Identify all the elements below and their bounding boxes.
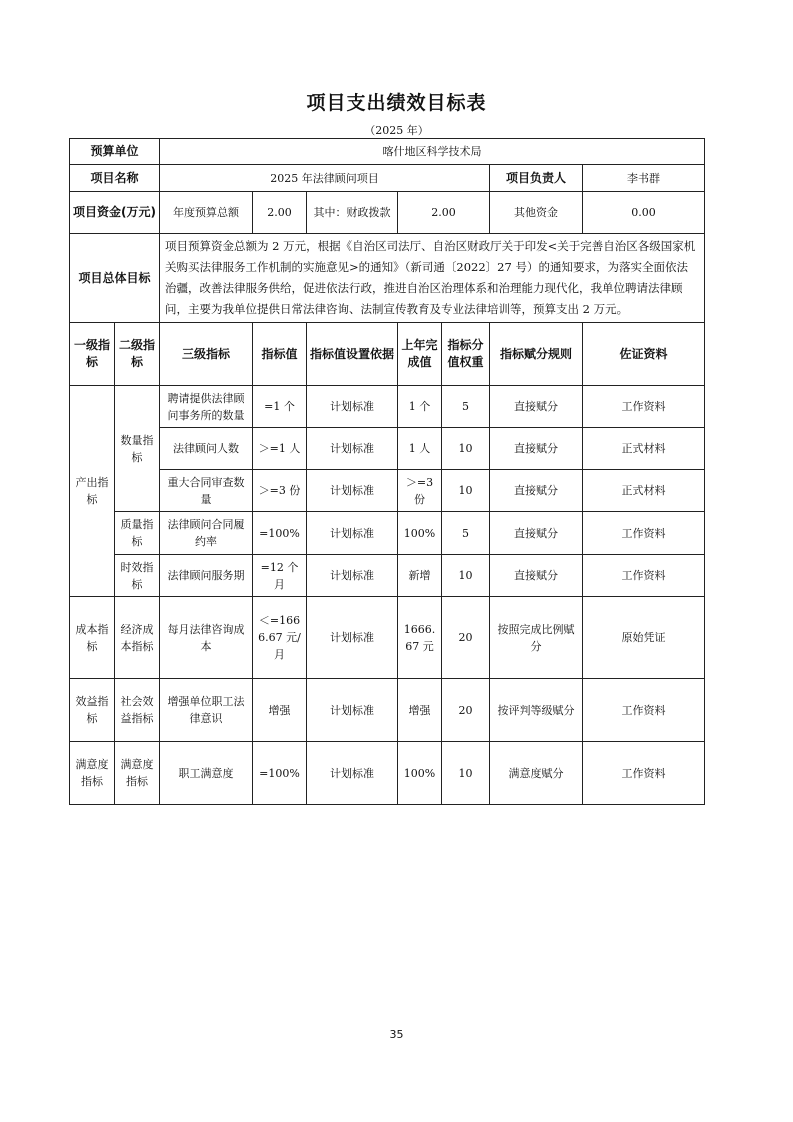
project-name-value: 2025 年法律顾问项目: [160, 165, 490, 192]
indicator-weight: 20: [442, 679, 490, 742]
indicator-value: =1 个: [253, 386, 307, 428]
indicator-evidence: 工作资料: [583, 679, 705, 742]
group-output: 产出指标: [70, 386, 115, 597]
group-benefit: 效益指标: [70, 679, 115, 742]
indicator-evidence: 正式材料: [583, 470, 705, 512]
other-funds-label: 其他资金: [490, 192, 583, 234]
budget-unit-value: 喀什地区科学技术局: [160, 139, 705, 165]
project-funds-label: 项目资金(万元): [70, 192, 160, 234]
col-value: 指标值: [253, 323, 307, 386]
indicator-last: 1666.67 元: [398, 597, 442, 679]
table-row: [70, 512, 705, 555]
table-row: [70, 742, 705, 805]
indicator-evidence: 工作资料: [583, 742, 705, 805]
indicator-rule: 直接赋分: [490, 428, 583, 470]
indicator-value: ＜=1666.67 元/月: [253, 597, 307, 679]
project-name-label: 项目名称: [70, 165, 160, 192]
indicator-weight: 10: [442, 555, 490, 597]
budget-unit-label: 预算单位: [70, 139, 160, 165]
indicator-value: =100%: [253, 512, 307, 555]
indicator-last: 1 个: [398, 386, 442, 428]
indicator-rule: 直接赋分: [490, 386, 583, 428]
indicator-name: 法律顾问合同履约率: [160, 512, 253, 555]
annual-budget-label: 年度预算总额: [160, 192, 253, 234]
overall-goal-label: 项目总体目标: [70, 234, 160, 323]
subgroup-social-benefit: 社会效益指标: [115, 679, 160, 742]
indicator-last: 增强: [398, 679, 442, 742]
group-satisfaction: 满意度指标: [70, 742, 115, 805]
indicator-basis: 计划标准: [307, 428, 398, 470]
indicator-evidence: 工作资料: [583, 512, 705, 555]
indicator-weight: 20: [442, 597, 490, 679]
col-level3: 三级指标: [160, 323, 253, 386]
indicator-name: 法律顾问人数: [160, 428, 253, 470]
table-row: [70, 597, 705, 679]
indicator-rule: 直接赋分: [490, 470, 583, 512]
indicator-basis: 计划标准: [307, 512, 398, 555]
col-basis: 指标值设置依据: [307, 323, 398, 386]
indicator-name: 增强单位职工法律意识: [160, 679, 253, 742]
year-label: （2025 年）: [364, 124, 429, 137]
fiscal-alloc-value: 2.00: [398, 192, 490, 234]
indicator-basis: 计划标准: [307, 597, 398, 679]
overall-goal-text: 项目预算资金总额为 2 万元，根据《自治区司法厅、自治区财政厅关于印发<关于完善自治区各级国家机关购买法律服务工作机制的实施意见>的通知》（新司通〔2022〕27 号）的通知要求，为落实全面依法治疆，改善法律服务供给，促进依法行政，推进自治区治理体系和治理能力现代化，我单位聘请法律顾问，主要为我单位提供日常法律咨询、法制宣传教育及专业法律培训等，预算支出 2 万元。: [160, 234, 705, 323]
subgroup-satisfaction: 满意度指标: [115, 742, 160, 805]
project-leader-value: 李书群: [583, 165, 705, 192]
indicator-basis: 计划标准: [307, 679, 398, 742]
page-number: 35: [389, 1028, 404, 1041]
indicator-name: 聘请提供法律顾问事务所的数量: [160, 386, 253, 428]
indicator-rule: 按照完成比例赋分: [490, 597, 583, 679]
indicator-rule: 直接赋分: [490, 512, 583, 555]
col-last-year: 上年完成值: [398, 323, 442, 386]
indicator-weight: 10: [442, 470, 490, 512]
indicator-value: ＞=1 人: [253, 428, 307, 470]
indicator-name: 每月法律咨询成本: [160, 597, 253, 679]
project-leader-label: 项目负责人: [490, 165, 583, 192]
indicator-rule: 直接赋分: [490, 555, 583, 597]
col-weight: 指标分值权重: [442, 323, 490, 386]
indicator-weight: 5: [442, 512, 490, 555]
indicator-last: 100%: [398, 742, 442, 805]
subgroup-timeliness: 时效指标: [115, 555, 160, 597]
table-row: [70, 470, 705, 512]
indicator-last: 新增: [398, 555, 442, 597]
indicator-evidence: 正式材料: [583, 428, 705, 470]
indicator-value: =100%: [253, 742, 307, 805]
annual-budget-value: 2.00: [253, 192, 307, 234]
subgroup-quantity: 数量指标: [115, 386, 160, 512]
indicator-weight: 10: [442, 428, 490, 470]
page-title: 项目支出绩效目标表: [306, 92, 487, 114]
table-row: [70, 679, 705, 742]
col-level1: 一级指标: [70, 323, 115, 386]
subgroup-quality: 质量指标: [115, 512, 160, 555]
indicator-basis: 计划标准: [307, 470, 398, 512]
indicator-evidence: 工作资料: [583, 555, 705, 597]
performance-table: [69, 138, 705, 805]
indicator-last: 1 人: [398, 428, 442, 470]
indicator-value: 增强: [253, 679, 307, 742]
other-funds-value: 0.00: [583, 192, 705, 234]
indicator-name: 法律顾问服务期: [160, 555, 253, 597]
indicator-name: 重大合同审查数量: [160, 470, 253, 512]
table-row: [70, 428, 705, 470]
fiscal-alloc-label: 其中：财政拨款: [307, 192, 398, 234]
indicator-name: 职工满意度: [160, 742, 253, 805]
col-evidence: 佐证资料: [583, 323, 705, 386]
indicator-last: 100%: [398, 512, 442, 555]
indicator-rule: 按评判等级赋分: [490, 679, 583, 742]
indicator-basis: 计划标准: [307, 386, 398, 428]
indicator-value: =12 个月: [253, 555, 307, 597]
col-scoring: 指标赋分规则: [490, 323, 583, 386]
table-row: [70, 555, 705, 597]
indicator-evidence: 工作资料: [583, 386, 705, 428]
indicator-basis: 计划标准: [307, 742, 398, 805]
indicator-rule: 满意度赋分: [490, 742, 583, 805]
table-row: [70, 386, 705, 428]
subgroup-economic-cost: 经济成本指标: [115, 597, 160, 679]
indicator-weight: 10: [442, 742, 490, 805]
col-level2: 二级指标: [115, 323, 160, 386]
indicator-value: ＞=3 份: [253, 470, 307, 512]
indicator-evidence: 原始凭证: [583, 597, 705, 679]
indicator-basis: 计划标准: [307, 555, 398, 597]
group-cost: 成本指标: [70, 597, 115, 679]
indicator-last: ＞=3 份: [398, 470, 442, 512]
indicator-weight: 5: [442, 386, 490, 428]
